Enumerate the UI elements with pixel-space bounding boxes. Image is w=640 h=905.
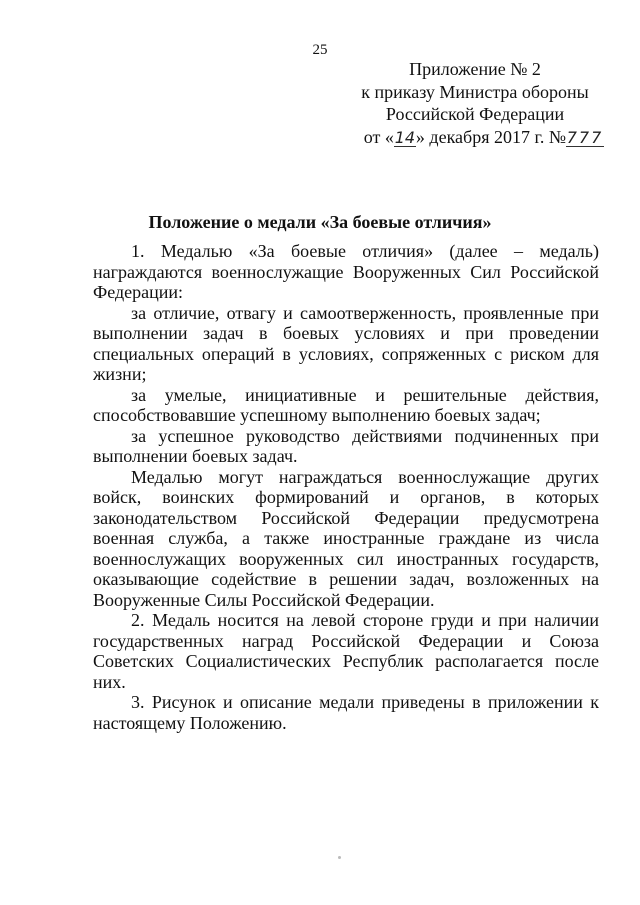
annex-date-line — [340, 126, 610, 149]
annex-order-ref: к приказу Министра обороны — [361, 81, 589, 102]
paragraph-2: за отличие, отвагу и самоотверженность, проявленные при выполнении задач в боевых условиях и при проведении специальных операций в условиях, сопряженных с риском для жизни; — [93, 302, 599, 384]
page-number: 25 — [312, 42, 328, 58]
document-title: Положение о медали «За боевые отличия» — [148, 212, 492, 232]
paragraph-4: за успешное руководство действиями подчиненных при выполнении боевых задач. — [93, 425, 599, 466]
paragraph-1: 1. Медалью «За боевые отличия» (далее – медаль) награждаются военнослужащие Вооруженных Сил Российской Федерации: — [93, 241, 599, 302]
paragraph-3: за умелые, инициативные и решительные действия, способствовавшие успешному выполнению боевых задач; — [93, 384, 599, 425]
annex-federation: Российской Федерации — [385, 104, 565, 124]
date-middle: » декабря 2017 г. № — [415, 126, 566, 147]
date-prefix: от « — [363, 126, 394, 147]
document-body — [93, 241, 599, 733]
paragraph-7: 3. Рисунок и описание медали приведены в приложении к настоящему Положению. — [93, 692, 599, 733]
handwritten-order-number: 777 — [566, 127, 604, 147]
paragraph-5: Медалью могут награждаться военнослужащие других войск, воинских формирований и органов, в которых законодательством Российской Федерации предусмотрена военная служба, а также иностранные граждане из числа военнослужащих вооруженных сил иностранных государств, оказывающие содействие в решении задач, возложенных на Вооруженные Силы Российской Федерации. — [93, 466, 599, 610]
scan-speck — [338, 856, 341, 859]
paragraph-6: 2. Медаль носится на левой стороне груди и при наличии государственных наград Российской Федерации и Союза Советских Социалистических Республик располагается после них. — [93, 610, 599, 692]
handwritten-day: 14 — [394, 127, 416, 147]
annex-header — [340, 58, 610, 148]
annex-title: Приложение № 2 — [409, 59, 541, 79]
